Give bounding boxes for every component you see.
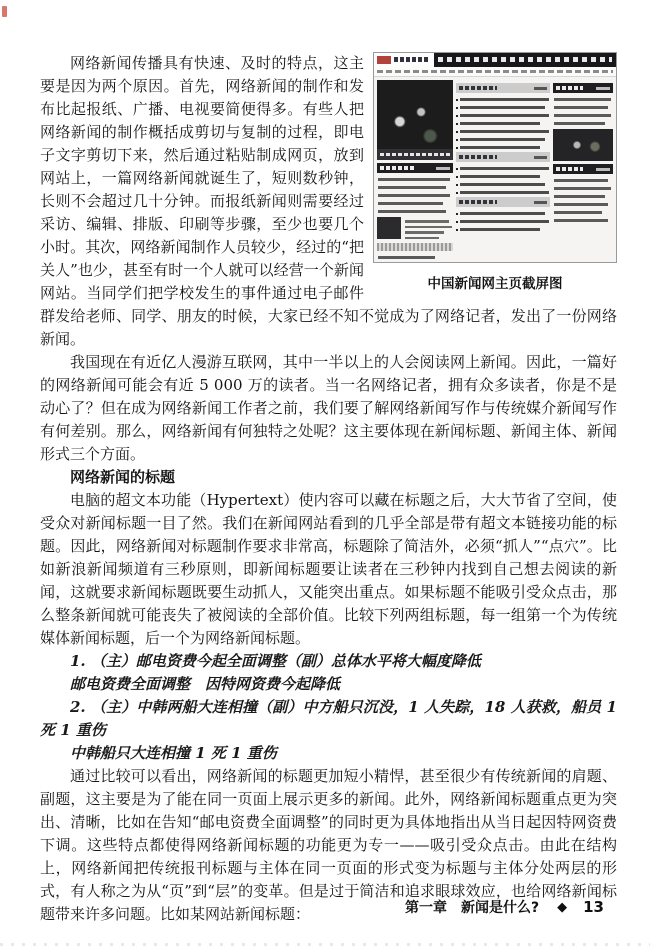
paragraph-hypertext-titles: 电脑的超文本功能（Hypertext）使内容可以藏在标题之后，大大节省了空间，使受众对新闻标题一目了然。我们在新闻网站看到的几乎全部是带有超文本链接功能的标题。因此，网络新闻对标题制作要求非常高，标题除了简洁外，必须“抓人”“点穴”。比如新浪新闻频道有三秒原则，即新闻标题要让读者在三秒钟内找到自己想去阅读的新闻，这就要求新闻标题既要生动抓人，又能突出重点。如果标题不能吸引受众点击，那么整条新闻就可能丧失了被阅读的全部价值。比较下列两组标题，每一组第一个为传统媒体新闻标题，后一个为网络新闻标题。 — [40, 491, 617, 647]
page-body — [40, 52, 617, 926]
site-logo — [374, 53, 434, 67]
site-thumb-text — [404, 217, 453, 239]
site-section-bar — [553, 83, 613, 93]
placeholder-text-line — [554, 114, 611, 117]
site-thumbnail — [377, 217, 401, 239]
placeholder-text-line — [378, 256, 435, 259]
placeholder-text-line — [378, 194, 450, 197]
placeholder-text-line — [554, 195, 605, 198]
site-section-bar — [377, 163, 453, 173]
scan-artifact — [2, 6, 7, 17]
figure-caption: 中国新闻网主页截屏图 — [427, 276, 563, 292]
site-photo-caption — [377, 149, 453, 160]
page-footer — [405, 897, 604, 917]
site-headline — [456, 167, 550, 170]
site-headline — [456, 146, 550, 149]
footer-chapter: 第一章 — [405, 900, 447, 916]
site-headline — [456, 228, 550, 231]
placeholder-text-line — [405, 226, 452, 229]
placeholder-text-line — [554, 106, 608, 109]
site-news-ticker — [374, 67, 616, 77]
site-headline — [456, 183, 550, 186]
footer-chapter-title: 新闻是什么? — [461, 900, 540, 916]
placeholder-text-line — [554, 122, 605, 125]
site-headline — [456, 220, 550, 223]
section-heading-online-news-titles: 网络新闻的标题 — [70, 468, 176, 486]
site-left-column — [377, 80, 453, 259]
placeholder-text-line — [378, 186, 446, 189]
site-thumb-row — [377, 217, 453, 239]
site-columns — [374, 77, 616, 262]
site-headline — [456, 175, 550, 178]
site-headline — [456, 191, 550, 194]
placeholder-text-line — [554, 98, 611, 101]
placeholder-text-line — [378, 178, 450, 181]
site-headline — [456, 106, 550, 109]
site-banner-strip — [377, 243, 453, 251]
site-headline — [456, 212, 550, 215]
placeholder-text-line — [554, 187, 611, 190]
site-header — [374, 53, 616, 67]
example-1-web-title: 邮电资费全面调整 因特网资费今起降低 — [70, 675, 341, 693]
site-photo-small — [553, 129, 613, 161]
placeholder-text-line — [405, 231, 444, 234]
site-right-column — [553, 80, 613, 259]
site-section-bar — [456, 83, 550, 93]
site-headline — [456, 130, 550, 133]
example-2-traditional-title: 2. （主）中韩两船大连相撞（副）中方船只沉没，1 人失踪，18 人获救，船员 1 死 1 重伤 — [40, 698, 617, 739]
site-headline — [456, 98, 550, 101]
placeholder-text-line — [554, 219, 608, 222]
placeholder-text-line — [554, 179, 608, 182]
site-headline — [456, 138, 550, 141]
diamond-icon: ◆ — [557, 899, 568, 915]
site-headline — [456, 114, 550, 117]
paragraph-online-news-speed: 网络新闻传播具有快速、及时的特点，这主要是因为两个原因。首先，网络新闻的制作和发布比起报纸、广播、电视要简便得多。有些人把网络新闻的制作概括成剪切与复制的过程，即电子文字剪切下来，然后通过粘贴制成网页，放到网站上，一篇网络新闻就诞生了，短则数秒钟，长则不会超过几十分钟。而报纸新闻则需要经过采访、编辑、排版、印刷等步骤，至少也要几个小时。其次，网络新闻制作人员较少，经过的“把关人”也少，甚至有时一个人就可以经营一个新闻网站。当同学们把学校发生的事件通过电子邮件群发给老师、同学、朋友的时候，大家已经不知不觉成为了网络记者，发出了一份网络新闻。 — [40, 54, 617, 348]
site-section-bar — [456, 152, 550, 162]
site-nav-bar — [434, 53, 616, 67]
site-section-bar — [553, 164, 613, 174]
placeholder-text-line — [405, 220, 449, 223]
figure-news-site — [373, 52, 617, 292]
site-middle-column — [456, 80, 550, 259]
placeholder-text-line — [378, 210, 446, 213]
example-1-traditional-title: 1. （主）邮电资费今起全面调整（副）总体水平将大幅度降低 — [70, 652, 481, 670]
placeholder-text-line — [554, 203, 608, 206]
page-number: 13 — [583, 898, 604, 916]
placeholder-text-line — [378, 202, 443, 205]
site-photo — [377, 80, 453, 160]
paragraph-online-readers: 我国现在有近亿人漫游互联网，其中一半以上的人会阅读网上新闻。因此，一篇好的网络新闻可能会有近 5 000 万的读者。当一名网络记者，拥有众多读者，你是不是动心了？但在成为网络新闻工作者之前，我们要了解网络新闻写作与传统媒介新闻写作有何差别。那么，网络新闻有何独特之处呢？这主要体现在新闻标题、新闻主体、新闻形式三个方面。 — [40, 353, 617, 463]
site-section-bar — [456, 197, 550, 207]
news-site-screenshot — [373, 52, 617, 263]
paragraph-title-comparison: 通过比较可以看出，网络新闻的标题更加短小精悍，甚至很少有传统新闻的肩题、副题，这主要是为了能在同一页面上展示更多的新闻。此外，网络新闻标题重点更为突出、清晰，比如在告知“邮电资费全面调整”的同时更为具体地指出从当日起因特网资费下调。这些特点都使得网络新闻标题的功能更为专一——吸引受众点击。由此在结构上，网络新闻把传统报刊标题与主体在同一页面的形式变为标题与主体分处两层的形式，有人称之为从“页”到“层”的变革。但是过于简洁和追求眼球效应，也给网络新闻标题带来许多问题。比如某网站新闻标题： — [40, 767, 617, 923]
site-headline — [456, 122, 550, 125]
placeholder-text-line — [554, 211, 602, 214]
placeholder-text-line — [405, 237, 439, 240]
example-2-web-title: 中韩船只大连相撞 1 死 1 重伤 — [70, 744, 277, 762]
